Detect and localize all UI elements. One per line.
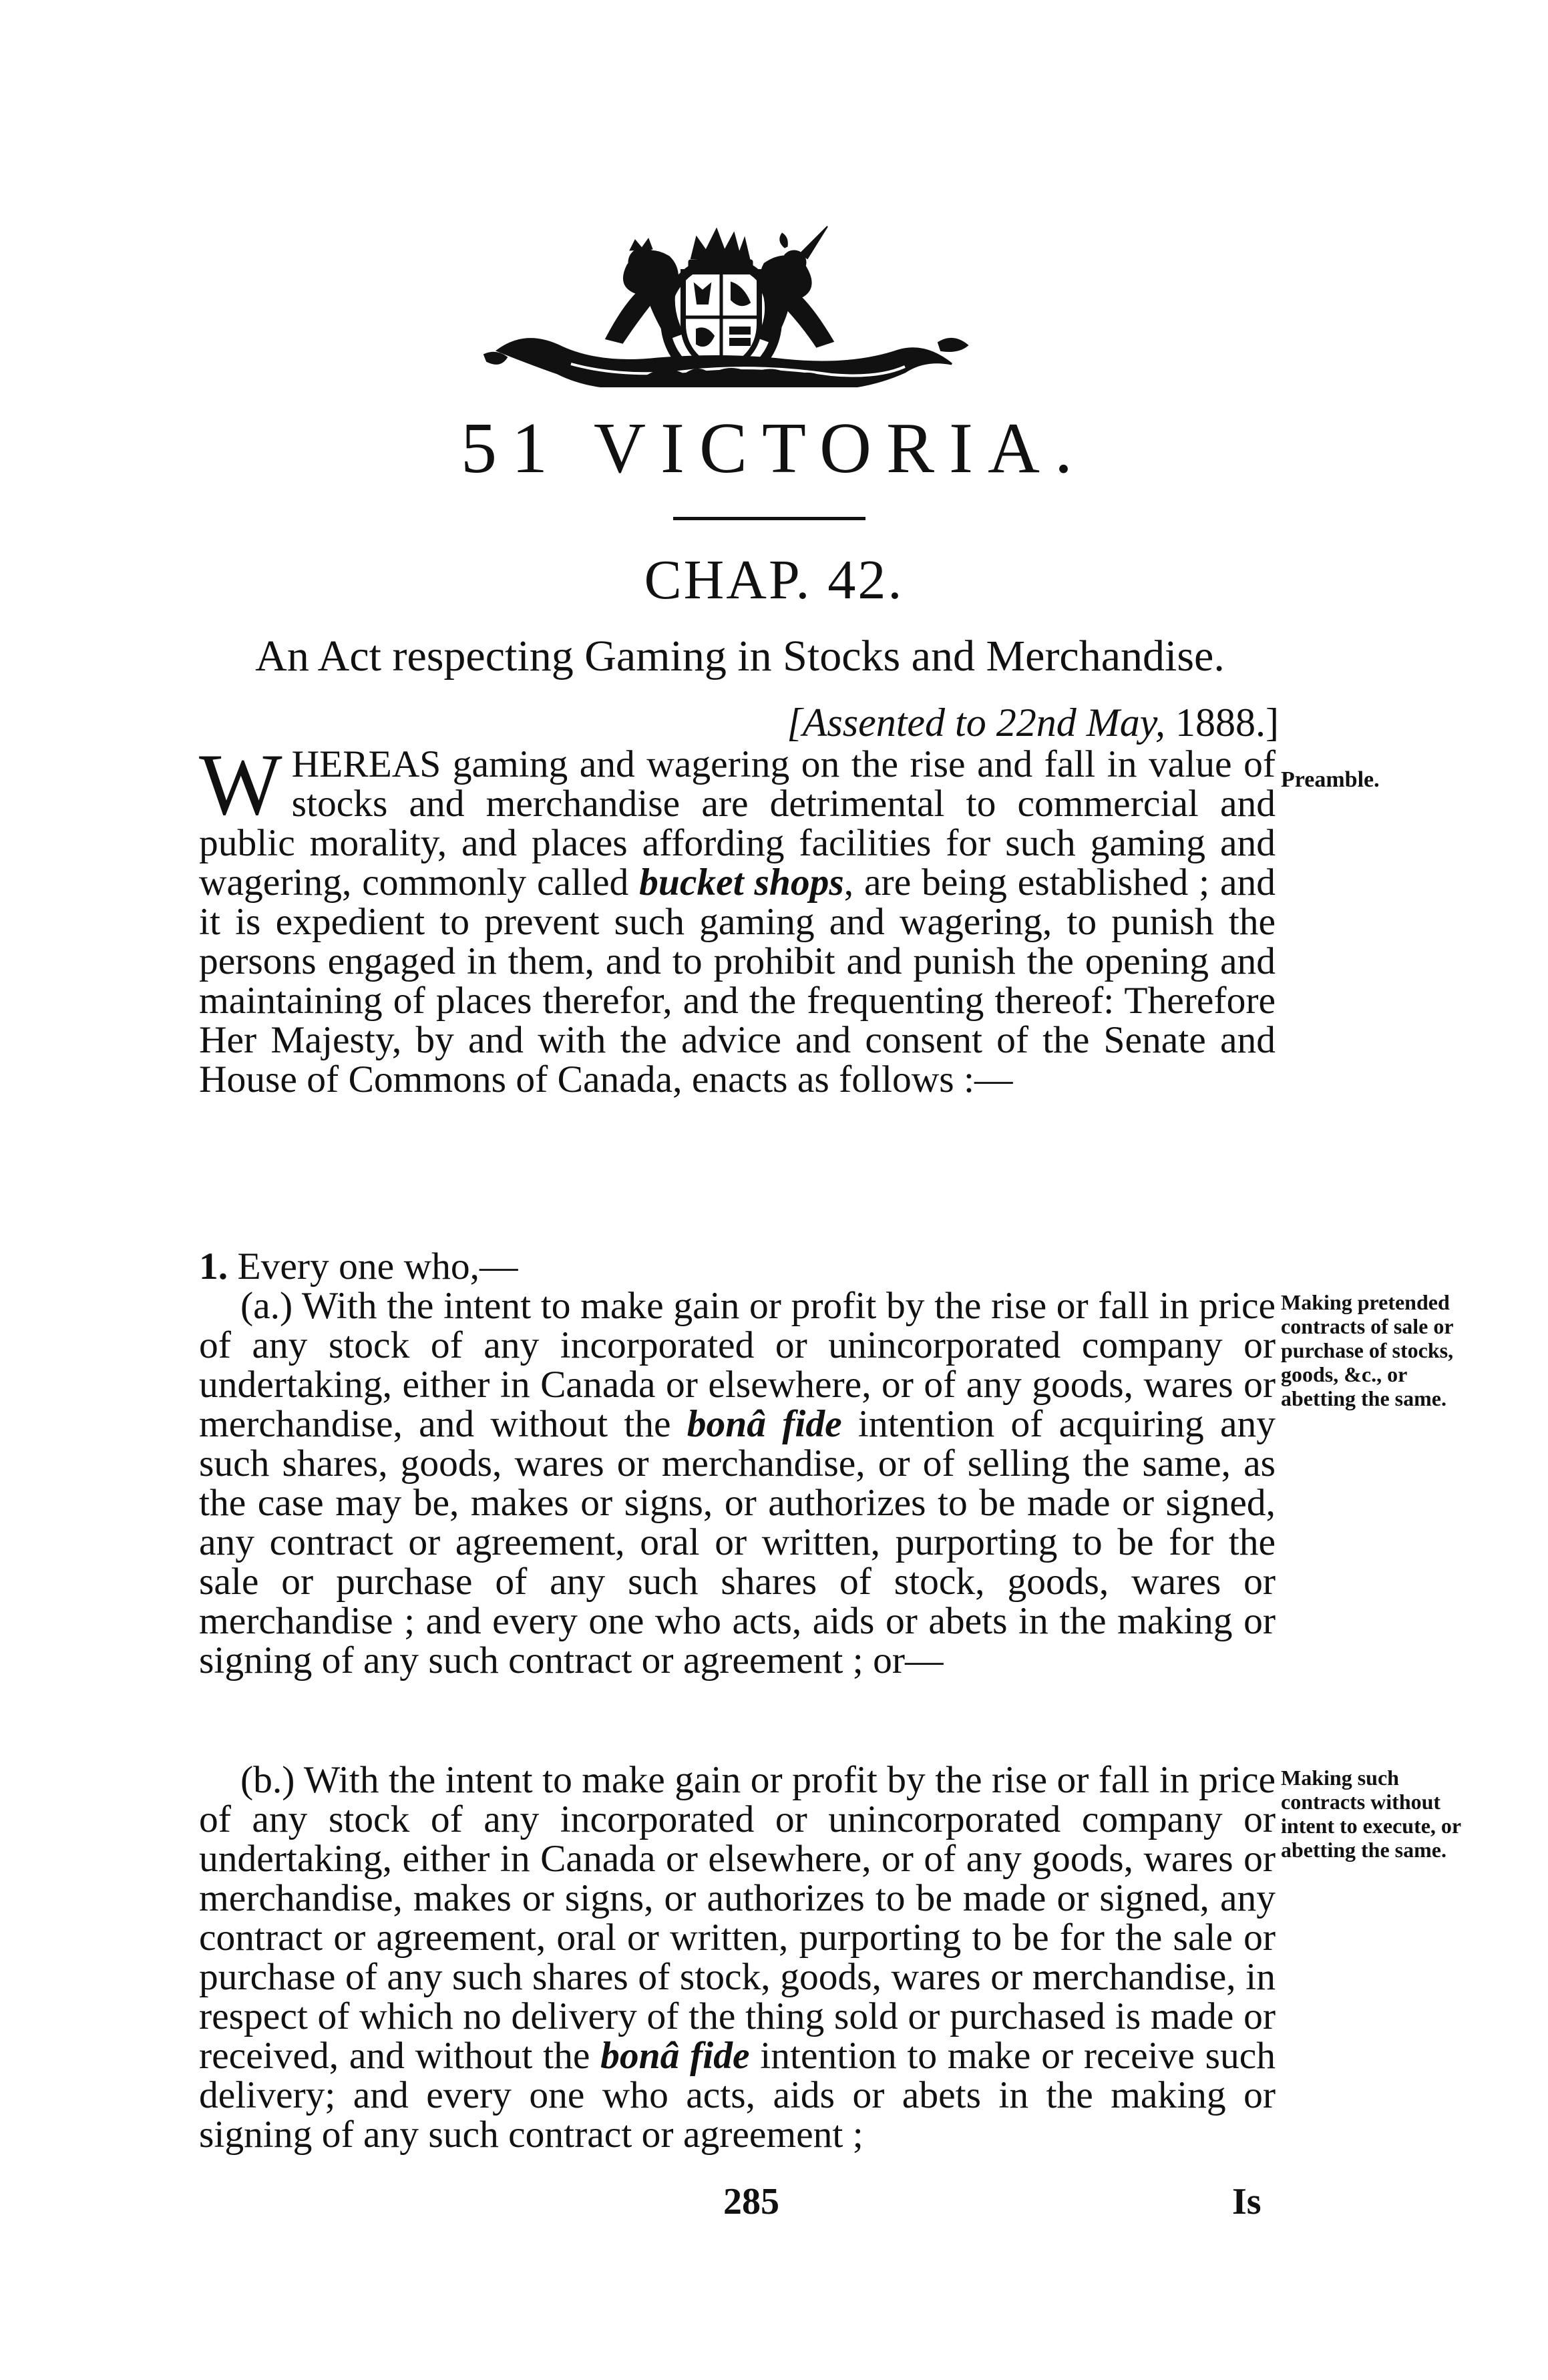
drop-cap: W xyxy=(199,735,282,833)
paragraph-a xyxy=(199,1286,1276,1680)
margin-note-paragraph-b: Making such contracts without intent to execute, or abetting the same. xyxy=(1281,1766,1461,1862)
act-subtitle: An Act respecting Gaming in Stocks and Merchandise. xyxy=(255,632,1225,680)
section-number: 1. xyxy=(199,1245,228,1287)
paragraph-a-label: (a.) xyxy=(240,1285,293,1327)
preamble-text-2: , are being established ; and it is expedient to prevent such gaming and wagering, to punish the persons engaged in them, and to prohibit and punish the opening and maintaining of places therefor, and the frequenting thereof: Therefore Her Majesty, by and with the advice and consent of the Senate and House of Commons of Canada, enacts as follows :— xyxy=(199,861,1276,1101)
preamble-emphasis: bucket shops xyxy=(639,861,844,904)
paragraph-a-emphasis: bonâ fide xyxy=(687,1403,842,1445)
paragraph-b-emphasis: bonâ fide xyxy=(600,2035,750,2077)
section-1-intro xyxy=(199,1247,867,1286)
page-number: 285 xyxy=(723,2181,779,2222)
catchword: Is xyxy=(1232,2181,1262,2222)
paragraph-a-text-2: intention of acquiring any such shares, goods, wares or merchandise, or of selling the same, as the case may be, makes or signs, or authorizes to be made or signed, any contract or agreement, oral or written, purporting to be for the sale or purchase of any such shares of stock, goods, wares or merchandise ; and every one who acts, aids or abets in the making or signing of any such contract or agreement ; or— xyxy=(199,1403,1276,1681)
paragraph-b-label: (b.) xyxy=(240,1759,295,1801)
margin-note-paragraph-a: Making pretended contracts of sale or purchase of stocks, goods, &c., or abetting the same. xyxy=(1281,1290,1454,1410)
preamble-paragraph xyxy=(199,735,1276,1101)
section-intro-text: Every one who,— xyxy=(228,1245,518,1287)
assent-date xyxy=(698,700,1279,746)
royal-coat-of-arms-icon xyxy=(471,224,978,387)
paragraph-b xyxy=(199,1760,1276,2154)
assent-prefix: [Assented to 22nd May, xyxy=(787,701,1166,745)
preamble-text-1: HEREAS gaming and wagering on the rise and fall in value of stocks and merchandise are detrimental to commercial and public morality, and places affording facilities for such gaming and wagering, commonly called xyxy=(199,743,1276,904)
chapter-heading: CHAP. 42. xyxy=(644,549,904,611)
title-rule xyxy=(673,517,865,520)
paragraph-b-text-1: With the intent to make gain or profit by the rise or fall in price of any stock of any incorporated or unincorporated company or undertaking, either in Canada or elsewhere, or of any goods, wares or merchandise, makes or signs, or authorizes to be made or signed, any contract or agreement, oral or written, purporting to be for the sale or purchase of any such shares of stock, goods, wares or merchandise, in respect of which no delivery of the thing sold or purchased is made or received, and without the xyxy=(199,1759,1276,2077)
paragraph-a-text-1: With the intent to make gain or profit by the rise or fall in price of any stock of any incorporated or unincorporated company or undertaking, either in Canada or elsewhere, or of any goods, wares or merchandise, and without the xyxy=(199,1285,1276,1445)
paragraph-b-text-2: intention to make or receive such delivery; and every one who acts, aids or abets in the making or signing of any such contract or agreement ; xyxy=(199,2035,1276,2156)
assent-year: 1888.] xyxy=(1165,701,1279,745)
margin-note-preamble: Preamble. xyxy=(1281,767,1380,792)
act-title: 51 VICTORIA. xyxy=(460,409,1088,488)
